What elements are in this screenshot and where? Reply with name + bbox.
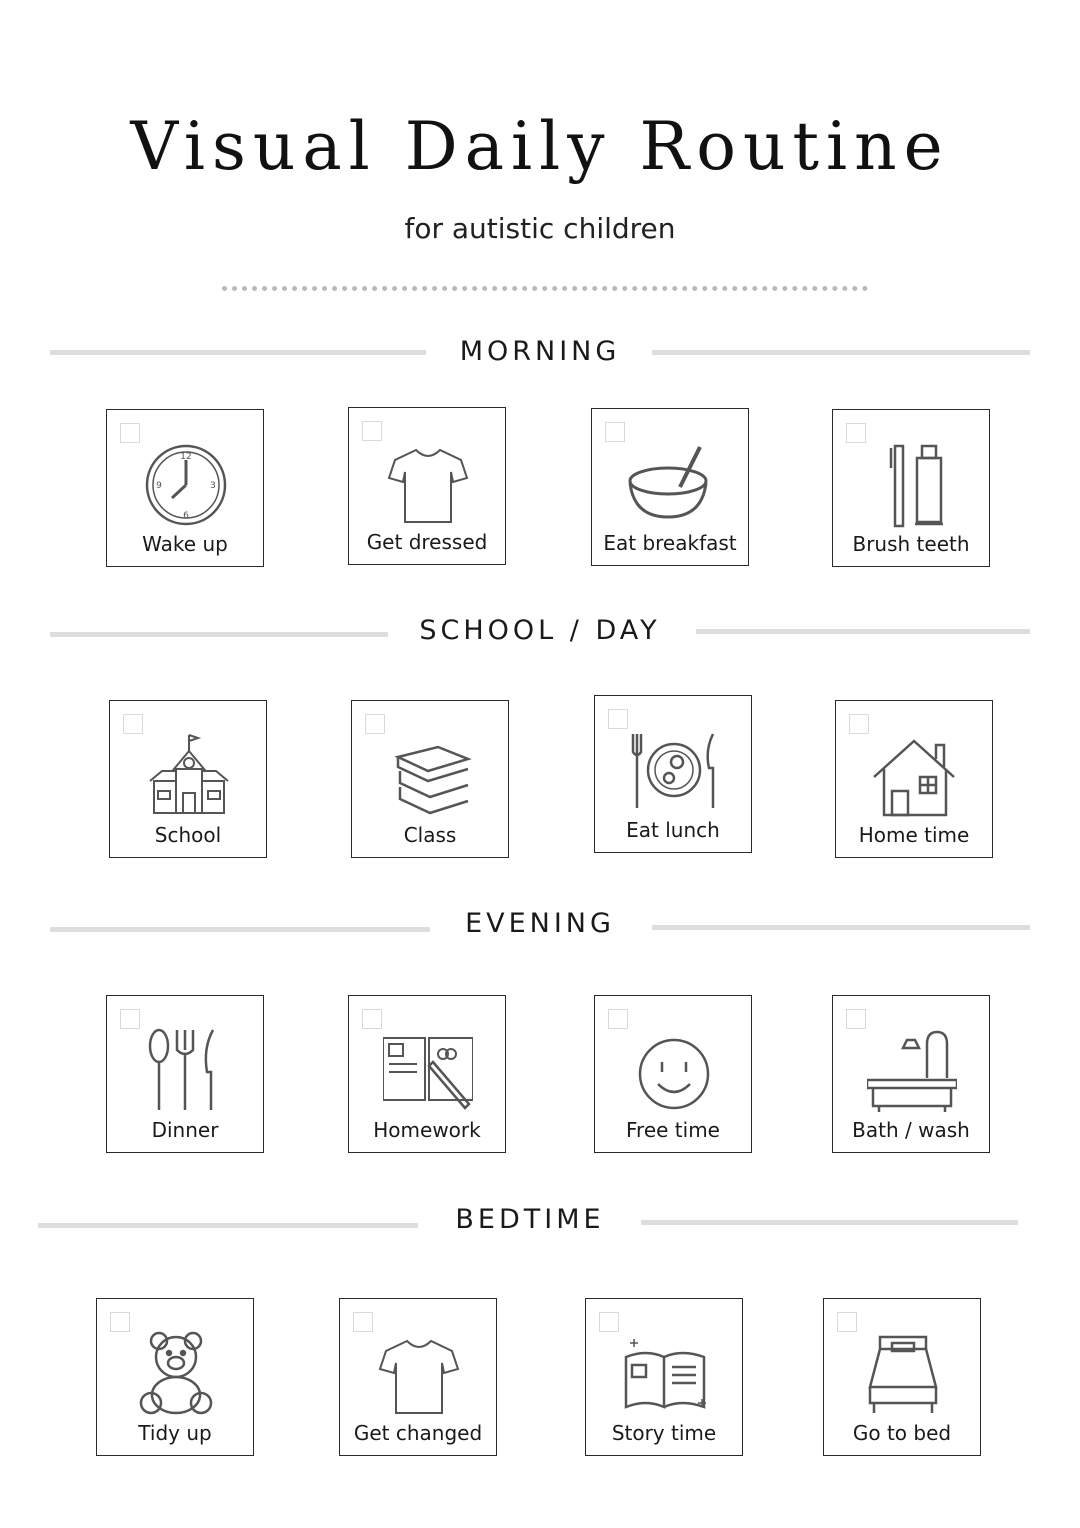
bathtub-icon	[867, 1024, 957, 1114]
card-label: Wake up	[142, 532, 228, 556]
open-book-icon	[620, 1327, 710, 1417]
clock-icon	[141, 438, 231, 528]
routine-card-wake-up[interactable]	[106, 409, 264, 567]
checkbox[interactable]	[608, 709, 628, 729]
section-title-bedtime: BEDTIME	[455, 1204, 605, 1235]
checkbox[interactable]	[362, 1009, 382, 1029]
plate-cutlery-icon	[629, 724, 719, 814]
smiley-icon	[629, 1024, 719, 1114]
section-title-school-day: SCHOOL / DAY	[419, 615, 661, 646]
card-label: Free time	[626, 1118, 720, 1142]
card-label: Get dressed	[366, 530, 488, 554]
routine-card-eat-breakfast[interactable]	[591, 408, 749, 566]
card-label: Home time	[858, 823, 970, 847]
page-subtitle: for autistic children	[404, 212, 676, 245]
checkbox[interactable]	[120, 423, 140, 443]
card-label: Go to bed	[852, 1421, 952, 1445]
routine-card-class[interactable]	[351, 700, 509, 858]
checkbox[interactable]	[120, 1009, 140, 1029]
house-icon	[870, 729, 960, 819]
routine-card-home-time[interactable]	[835, 700, 993, 858]
cereal-bowl-icon	[626, 437, 716, 527]
checkbox[interactable]	[608, 1009, 628, 1029]
routine-card-story-time[interactable]	[585, 1298, 743, 1456]
checkbox[interactable]	[599, 1312, 619, 1332]
checkbox[interactable]	[846, 423, 866, 443]
card-label: Get changed	[353, 1421, 483, 1445]
card-label: Story time	[611, 1421, 717, 1445]
card-label: Eat breakfast	[603, 531, 737, 555]
section-rule-left	[50, 632, 388, 637]
section-rule-right	[696, 629, 1030, 634]
routine-card-get-dressed[interactable]	[348, 407, 506, 565]
card-label: Bath / wash	[852, 1118, 970, 1142]
checkbox[interactable]	[605, 422, 625, 442]
section-title-morning: MORNING	[459, 336, 621, 367]
card-label: Eat lunch	[626, 818, 720, 842]
checkbox[interactable]	[123, 714, 143, 734]
section-title-evening: EVENING	[465, 908, 615, 939]
routine-card-brush-teeth[interactable]	[832, 409, 990, 567]
books-icon	[386, 729, 476, 819]
tshirt-icon	[383, 436, 473, 526]
routine-card-free-time[interactable]	[594, 995, 752, 1153]
card-label: Brush teeth	[852, 532, 970, 556]
routine-card-eat-lunch[interactable]	[594, 695, 752, 853]
checkbox[interactable]	[362, 421, 382, 441]
checkbox[interactable]	[365, 714, 385, 734]
checkbox[interactable]	[837, 1312, 857, 1332]
page-title: Visual Daily Routine	[130, 108, 950, 185]
card-label: Class	[403, 823, 457, 847]
routine-card-dinner[interactable]	[106, 995, 264, 1153]
dotted-divider	[222, 286, 868, 291]
school-building-icon	[144, 729, 234, 819]
checkbox[interactable]	[110, 1312, 130, 1332]
svg-text:12: 12	[180, 452, 192, 462]
toothbrush-icon	[867, 438, 957, 528]
cutlery-icon	[141, 1024, 231, 1114]
svg-text:9: 9	[156, 481, 162, 491]
notebook-pencil-icon	[383, 1024, 473, 1114]
card-label: Homework	[373, 1118, 481, 1142]
tshirt-icon	[374, 1327, 464, 1417]
bed-icon	[858, 1327, 948, 1417]
checkbox[interactable]	[353, 1312, 373, 1332]
teddy-bear-icon	[131, 1327, 221, 1417]
card-label: Tidy up	[138, 1421, 212, 1445]
routine-card-school[interactable]	[109, 700, 267, 858]
routine-card-tidy-up[interactable]	[96, 1298, 254, 1456]
routine-card-go-to-bed[interactable]	[823, 1298, 981, 1456]
checkbox[interactable]	[846, 1009, 866, 1029]
svg-text:6: 6	[183, 511, 189, 521]
routine-card-homework[interactable]	[348, 995, 506, 1153]
routine-card-get-changed[interactable]	[339, 1298, 497, 1456]
checkbox[interactable]	[849, 714, 869, 734]
card-label: Dinner	[151, 1118, 219, 1142]
card-label: School	[154, 823, 222, 847]
routine-card-bath-wash[interactable]	[832, 995, 990, 1153]
svg-text:3: 3	[210, 481, 216, 491]
